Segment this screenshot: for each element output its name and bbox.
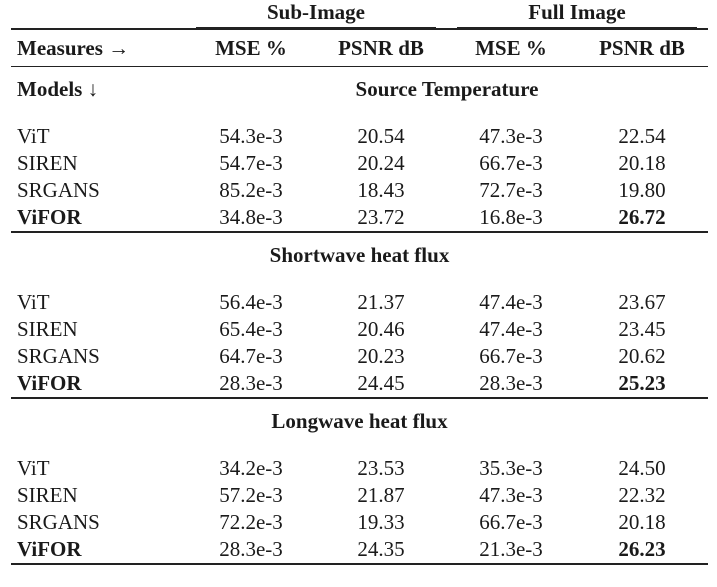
- psnr-full-value: 25.23: [618, 371, 666, 395]
- mse-sub-value: 54.7e-3: [219, 151, 283, 175]
- group-header-full-image-label: Full Image: [457, 0, 697, 28]
- model-name: ViFOR: [17, 205, 82, 229]
- psnr-sub-value: 20.24: [357, 151, 405, 175]
- section-header-row: [11, 233, 708, 277]
- psnr-full-value: 19.80: [618, 178, 666, 202]
- mse-sub-value: 65.4e-3: [219, 317, 283, 341]
- psnr-full-value: 23.45: [618, 317, 666, 341]
- table-row: [11, 455, 708, 482]
- model-name: SIREN: [17, 483, 78, 507]
- table-row: [11, 150, 708, 177]
- mse-sub-value: 72.2e-3: [219, 510, 283, 534]
- section-title: Longwave heat flux: [271, 408, 448, 433]
- psnr-full-value: 22.32: [618, 483, 666, 507]
- psnr-full-value: 26.72: [618, 205, 666, 229]
- psnr-full-value: 26.23: [618, 537, 666, 561]
- psnr-sub-value: 24.35: [357, 537, 405, 561]
- section-header-row: [11, 67, 708, 112]
- psnr-full-value: 20.18: [618, 510, 666, 534]
- mse-full-value: 47.4e-3: [479, 290, 543, 314]
- mse-full-value: 66.7e-3: [479, 344, 543, 368]
- psnr-full-value: 20.62: [618, 344, 666, 368]
- section-spacer: [11, 277, 708, 289]
- mse-sub-value: 34.2e-3: [219, 456, 283, 480]
- column-header-mse-full: MSE %: [475, 35, 547, 60]
- psnr-full-value: 22.54: [618, 124, 666, 148]
- models-label: Models ↓: [17, 76, 99, 101]
- mse-full-value: 47.4e-3: [479, 317, 543, 341]
- mse-full-value: 66.7e-3: [479, 510, 543, 534]
- mse-full-value: 72.7e-3: [479, 178, 543, 202]
- psnr-sub-value: 23.72: [357, 205, 405, 229]
- model-name: SRGANS: [17, 178, 100, 202]
- mse-full-value: 47.3e-3: [479, 483, 543, 507]
- results-table: [11, 0, 708, 565]
- psnr-full-value: 24.50: [618, 456, 666, 480]
- mse-full-value: 35.3e-3: [479, 456, 543, 480]
- column-header-psnr-sub: PSNR dB: [338, 35, 424, 60]
- group-header-full-image: [446, 0, 708, 29]
- mse-full-value: 66.7e-3: [479, 151, 543, 175]
- section-title: Shortwave heat flux: [269, 242, 450, 267]
- mse-sub-value: 64.7e-3: [219, 344, 283, 368]
- psnr-sub-value: 19.33: [357, 510, 405, 534]
- column-header-mse-sub: MSE %: [215, 35, 287, 60]
- table-row: [11, 482, 708, 509]
- model-name: ViFOR: [17, 537, 82, 561]
- group-header-sub-image-label: Sub-Image: [196, 0, 436, 28]
- measures-header-row: [11, 29, 708, 67]
- psnr-sub-value: 21.87: [357, 483, 405, 507]
- psnr-sub-value: 20.23: [357, 344, 405, 368]
- model-name: ViT: [17, 290, 50, 314]
- mse-full-value: 21.3e-3: [479, 537, 543, 561]
- model-name: SIREN: [17, 317, 78, 341]
- psnr-sub-value: 23.53: [357, 456, 405, 480]
- table-row: [11, 289, 708, 316]
- group-header-empty: [11, 0, 186, 29]
- table-row: [11, 204, 708, 232]
- psnr-sub-value: 21.37: [357, 290, 405, 314]
- mse-sub-value: 85.2e-3: [219, 178, 283, 202]
- section-spacer: [11, 443, 708, 455]
- mse-sub-value: 54.3e-3: [219, 124, 283, 148]
- mse-sub-value: 57.2e-3: [219, 483, 283, 507]
- table-row: [11, 509, 708, 536]
- table-row: [11, 316, 708, 343]
- table-row: [11, 343, 708, 370]
- model-name: ViT: [17, 456, 50, 480]
- psnr-sub-value: 20.54: [357, 124, 405, 148]
- column-group-header-row: [11, 0, 708, 29]
- section-title: Source Temperature: [355, 76, 539, 101]
- mse-full-value: 16.8e-3: [479, 205, 543, 229]
- section-header-row: [11, 399, 708, 443]
- group-header-sub-image: [186, 0, 446, 29]
- model-name: SIREN: [17, 151, 78, 175]
- table-row: [11, 370, 708, 398]
- model-name: ViT: [17, 124, 50, 148]
- psnr-full-value: 23.67: [618, 290, 666, 314]
- mse-sub-value: 34.8e-3: [219, 205, 283, 229]
- table-row: [11, 177, 708, 204]
- mse-sub-value: 28.3e-3: [219, 371, 283, 395]
- model-name: SRGANS: [17, 510, 100, 534]
- model-name: SRGANS: [17, 344, 100, 368]
- model-name: ViFOR: [17, 371, 82, 395]
- column-header-psnr-full: PSNR dB: [599, 35, 685, 60]
- mse-sub-value: 28.3e-3: [219, 537, 283, 561]
- mse-full-value: 28.3e-3: [479, 371, 543, 395]
- psnr-full-value: 20.18: [618, 151, 666, 175]
- table-row: [11, 123, 708, 150]
- psnr-sub-value: 20.46: [357, 317, 405, 341]
- table-row: [11, 536, 708, 564]
- psnr-sub-value: 24.45: [357, 371, 405, 395]
- mse-full-value: 47.3e-3: [479, 124, 543, 148]
- section-spacer: [11, 111, 708, 123]
- psnr-sub-value: 18.43: [357, 178, 405, 202]
- measures-label: Measures →: [17, 35, 130, 60]
- mse-sub-value: 56.4e-3: [219, 290, 283, 314]
